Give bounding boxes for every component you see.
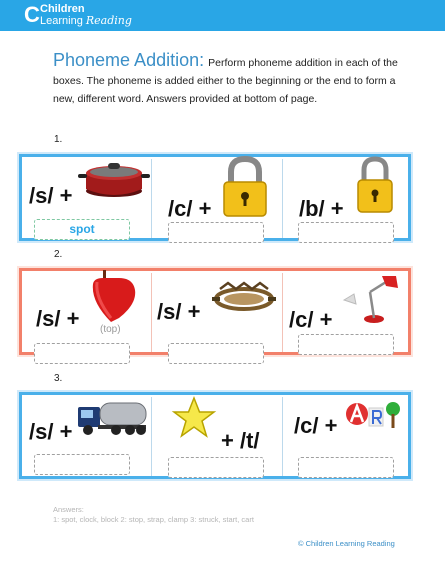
cell-divider [151,159,152,238]
star-icon [172,396,216,440]
top-icon [89,268,139,326]
phoneme-label: /c/ + [294,413,338,438]
phoneme-label: /s/ + [29,419,73,444]
answer-box[interactable] [168,457,264,478]
answer-box[interactable] [298,457,394,478]
phoneme-label: /s/ + [29,183,73,208]
lock-icon [222,156,268,218]
answer-box[interactable]: spot [34,219,130,240]
logo-mark: C [24,2,40,27]
section-number: 1. [54,134,63,145]
section-number: 2. [54,249,63,260]
worksheet-heading [53,51,403,108]
brand-name-line1: Children [40,3,85,15]
cell-divider [282,159,283,238]
lock-icon [356,156,394,214]
cell-divider [282,273,283,352]
brand-logo[interactable] [24,3,144,29]
phoneme-label: /b/ + [299,196,344,221]
answer-box[interactable] [34,343,130,364]
copyright-notice: © Children Learning Reading [298,539,395,548]
cell-divider [151,397,152,476]
art-icon [345,400,401,434]
answer-box[interactable] [168,222,264,243]
phoneme-label: /c/ + [289,307,333,332]
trap-icon [210,277,278,313]
phoneme-label: /s/ + [36,306,80,331]
phoneme-label: /s/ + [157,299,201,324]
answer-box[interactable] [298,334,394,355]
answers-label: Answers: [53,505,84,514]
top-banner [0,0,445,31]
cell-divider [282,397,283,476]
answer-box[interactable] [34,454,130,475]
phoneme-label: + /t/ [221,428,260,453]
truck-icon [78,397,148,437]
picture-hint: (top) [100,324,121,335]
answer-box[interactable] [168,343,264,364]
section-number: 3. [54,373,63,384]
instructions: Perform phoneme addition in each of the boxes. The phoneme is added either to the beginning or the end to form a new, different word. Answers provided at bottom of page. [53,57,398,105]
pot-icon [78,157,150,199]
lamp-icon [342,272,400,324]
page-title: Phoneme Addition: [53,50,205,70]
answers-text: 1: spot, clock, block 2: stop, strap, clamp 3: struck, start, cart [53,515,254,524]
cell-divider [151,273,152,352]
answer-box[interactable] [298,222,394,243]
phoneme-label: /c/ + [168,196,212,221]
answer-key [53,505,254,525]
brand-name-line2: Learning Reading [40,14,132,27]
